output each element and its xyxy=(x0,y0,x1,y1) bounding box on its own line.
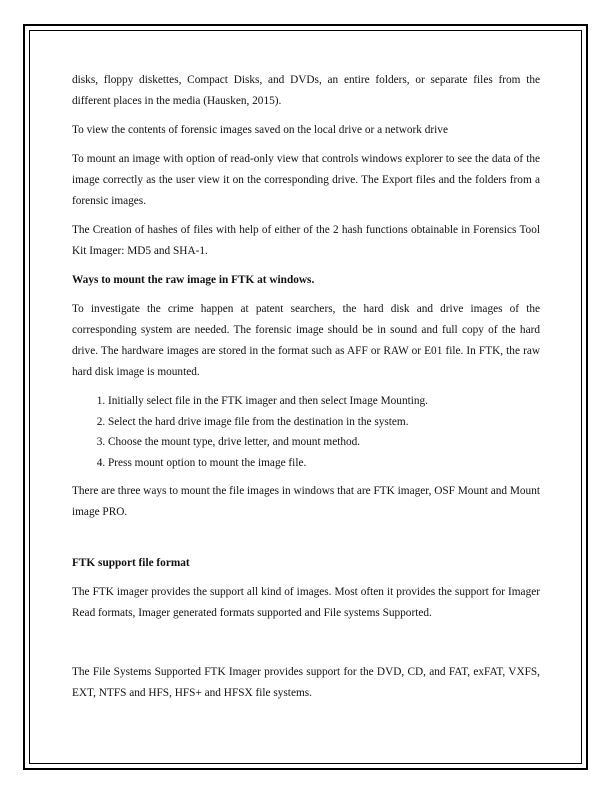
mount-steps-list xyxy=(72,391,540,473)
paragraph-view-contents: To view the contents of forensic images saved on the local drive or a network drive xyxy=(72,124,448,136)
spacer xyxy=(72,531,540,553)
list-item: 4. Press mount option to mount the image file. xyxy=(108,453,540,474)
document-body xyxy=(72,70,540,712)
paragraph-hashes: The Creation of hashes of files with help of either of the 2 hash functions obtainable in Forensics Tool Kit Imager: MD5 and SHA-1. xyxy=(72,224,540,257)
paragraph-file-systems: The File Systems Supported FTK Imager provides support for the DVD, CD, and FAT, exFAT, VXFS, EXT, NTFS and HFS, HFS+ and HFSX file systems. xyxy=(72,666,540,699)
paragraph-investigate-crime: To investigate the crime happen at patent searchers, the hard disk and drive images of the corresponding system are needed. The forensic image should be in sound and full copy of the hard drive. The hardware images are stored in the format such as AFF or RAW or E01 file. In FTK, the raw hard disk image is mounted. xyxy=(72,303,540,378)
list-item: 2. Select the hard drive image file from the destination in the system. xyxy=(108,412,540,433)
paragraph-three-ways: There are three ways to mount the file images in windows that are FTK imager, OSF Mount and Mount image PRO. xyxy=(72,485,540,518)
heading-ftk-support-format: FTK support file format xyxy=(72,557,190,569)
spacer xyxy=(72,632,540,662)
paragraph-media-sources: disks, floppy diskettes, Compact Disks, and DVDs, an entire folders, or separate files from the different places in the media (Hausken, 2015). xyxy=(72,74,540,107)
list-item: 1. Initially select file in the FTK imager and then select Image Mounting. xyxy=(108,391,540,412)
paragraph-mount-readonly: To mount an image with option of read-only view that controls windows explorer to see the data of the image correctly as the user view it on the corresponding drive. The Export files and the folders from a forensic images. xyxy=(72,153,540,207)
list-item: 3. Choose the mount type, drive letter, and mount method. xyxy=(108,432,540,453)
heading-mount-raw-image: Ways to mount the raw image in FTK at windows. xyxy=(72,274,315,286)
paragraph-imager-support: The FTK imager provides the support all kind of images. Most often it provides the support for Imager Read formats, Imager generated formats supported and File systems Supported. xyxy=(72,586,540,619)
